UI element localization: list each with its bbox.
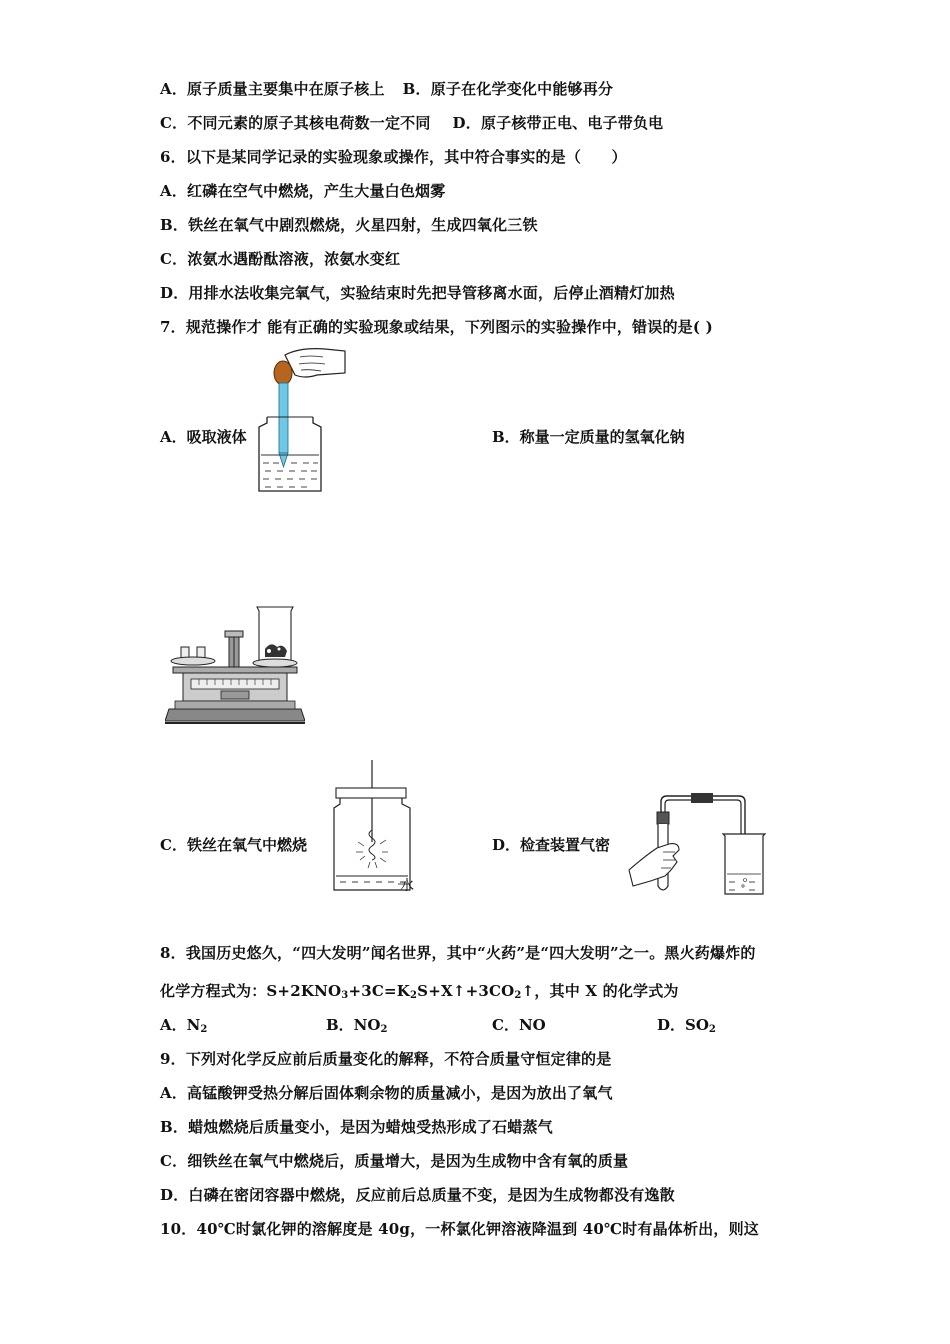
dropper-bottle-figure bbox=[255, 345, 350, 495]
q9-stem: 9．下列对化学反应前后质量变化的解释，不符合质量守恒定律的是 bbox=[160, 1050, 612, 1068]
q8-option-b bbox=[326, 1014, 387, 1035]
airtightness-figure bbox=[625, 790, 775, 900]
q7-option-d: D．检查装置气密 bbox=[492, 836, 611, 854]
q10-stem: 10．40℃时氯化钾的溶解度是 40g，一杯氯化钾溶液降温到 40℃时有晶体析出，则这 bbox=[160, 1220, 759, 1238]
q8-option-d-text: D．SO bbox=[657, 1016, 709, 1034]
q8-equation-line bbox=[160, 980, 679, 1001]
q6-option-c: C．浓氨水遇酚酞溶液，浓氨水变红 bbox=[160, 250, 401, 268]
q5-option-c: C．不同元素的原子其核电荷数一定不同 bbox=[160, 114, 431, 132]
q9-option-c: C．细铁丝在氧气中燃烧后，质量增大，是因为生成物中含有氧的质量 bbox=[160, 1152, 629, 1170]
q8-option-c: C．NO bbox=[492, 1016, 546, 1034]
q5-options-row1 bbox=[160, 78, 613, 99]
q7-option-c: C．铁丝在氧气中燃烧 bbox=[160, 836, 307, 854]
q6-option-b: B．铁丝在氧气中剧烈燃烧，火星四射，生成四氧化三铁 bbox=[160, 216, 538, 234]
q8-option-d bbox=[657, 1014, 716, 1035]
q5-option-a: A．原子质量主要集中在原子核上 bbox=[160, 80, 385, 98]
q8-eq-sub1: 3 bbox=[341, 990, 349, 1001]
q9-option-a: A．高锰酸钾受热分解后固体剩余物的质量减小，是因为放出了氧气 bbox=[160, 1084, 613, 1102]
q8-option-b-sub: 2 bbox=[380, 1024, 388, 1035]
q7-stem: 7．规范操作才 能有正确的实验现象或结果，下列图示的实验操作中，错误的是( ) bbox=[160, 318, 713, 336]
q8-eq-part1: 化学方程式为：S+2KNO bbox=[160, 982, 342, 1000]
balance-figure bbox=[165, 605, 305, 727]
q8-eq-part3: S+X↑+3CO bbox=[417, 982, 515, 1000]
q8-option-b-text: B．NO bbox=[326, 1016, 381, 1034]
q5-options-row2 bbox=[160, 112, 663, 133]
q6-option-d: D．用排水法收集完氧气，实验结束时先把导管移离水面，后停止酒精灯加热 bbox=[160, 284, 675, 302]
q7-option-a: A．吸取液体 bbox=[160, 428, 247, 446]
q8-option-a bbox=[160, 1014, 207, 1035]
q5-option-b: B．原子在化学变化中能够再分 bbox=[402, 80, 614, 98]
q8-eq-sub2: 2 bbox=[410, 990, 418, 1001]
q8-eq-part2: +3C=K bbox=[348, 982, 410, 1000]
q8-eq-sub3: 2 bbox=[514, 990, 522, 1001]
q8-option-a-text: A．N bbox=[160, 1016, 201, 1034]
q8-option-a-sub: 2 bbox=[200, 1024, 208, 1035]
water-label: 水 bbox=[400, 878, 414, 894]
q7-option-b: B．称量一定质量的氢氧化钠 bbox=[492, 428, 685, 446]
q6-stem: 6．以下是某同学记录的实验现象或操作，其中符合事实的是（ ） bbox=[160, 148, 627, 166]
q5-option-d: D．原子核带正电、电子带负电 bbox=[452, 114, 664, 132]
q8-option-d-sub: 2 bbox=[708, 1024, 716, 1035]
q9-option-b: B．蜡烛燃烧后质量变小，是因为蜡烛受热形成了石蜡蒸气 bbox=[160, 1118, 553, 1136]
q9-option-d: D．白磷在密闭容器中燃烧，反应前后总质量不变，是因为生成物都没有逸散 bbox=[160, 1186, 675, 1204]
q6-option-a: A．红磷在空气中燃烧，产生大量白色烟雾 bbox=[160, 182, 446, 200]
q8-eq-part4: ↑，其中 X 的化学式为 bbox=[521, 982, 679, 1000]
q8-stem: 8．我国历史悠久，“四大发明”闻名世界，其中“火药”是“四大发明”之一。黑火药爆炸的 bbox=[160, 944, 756, 962]
